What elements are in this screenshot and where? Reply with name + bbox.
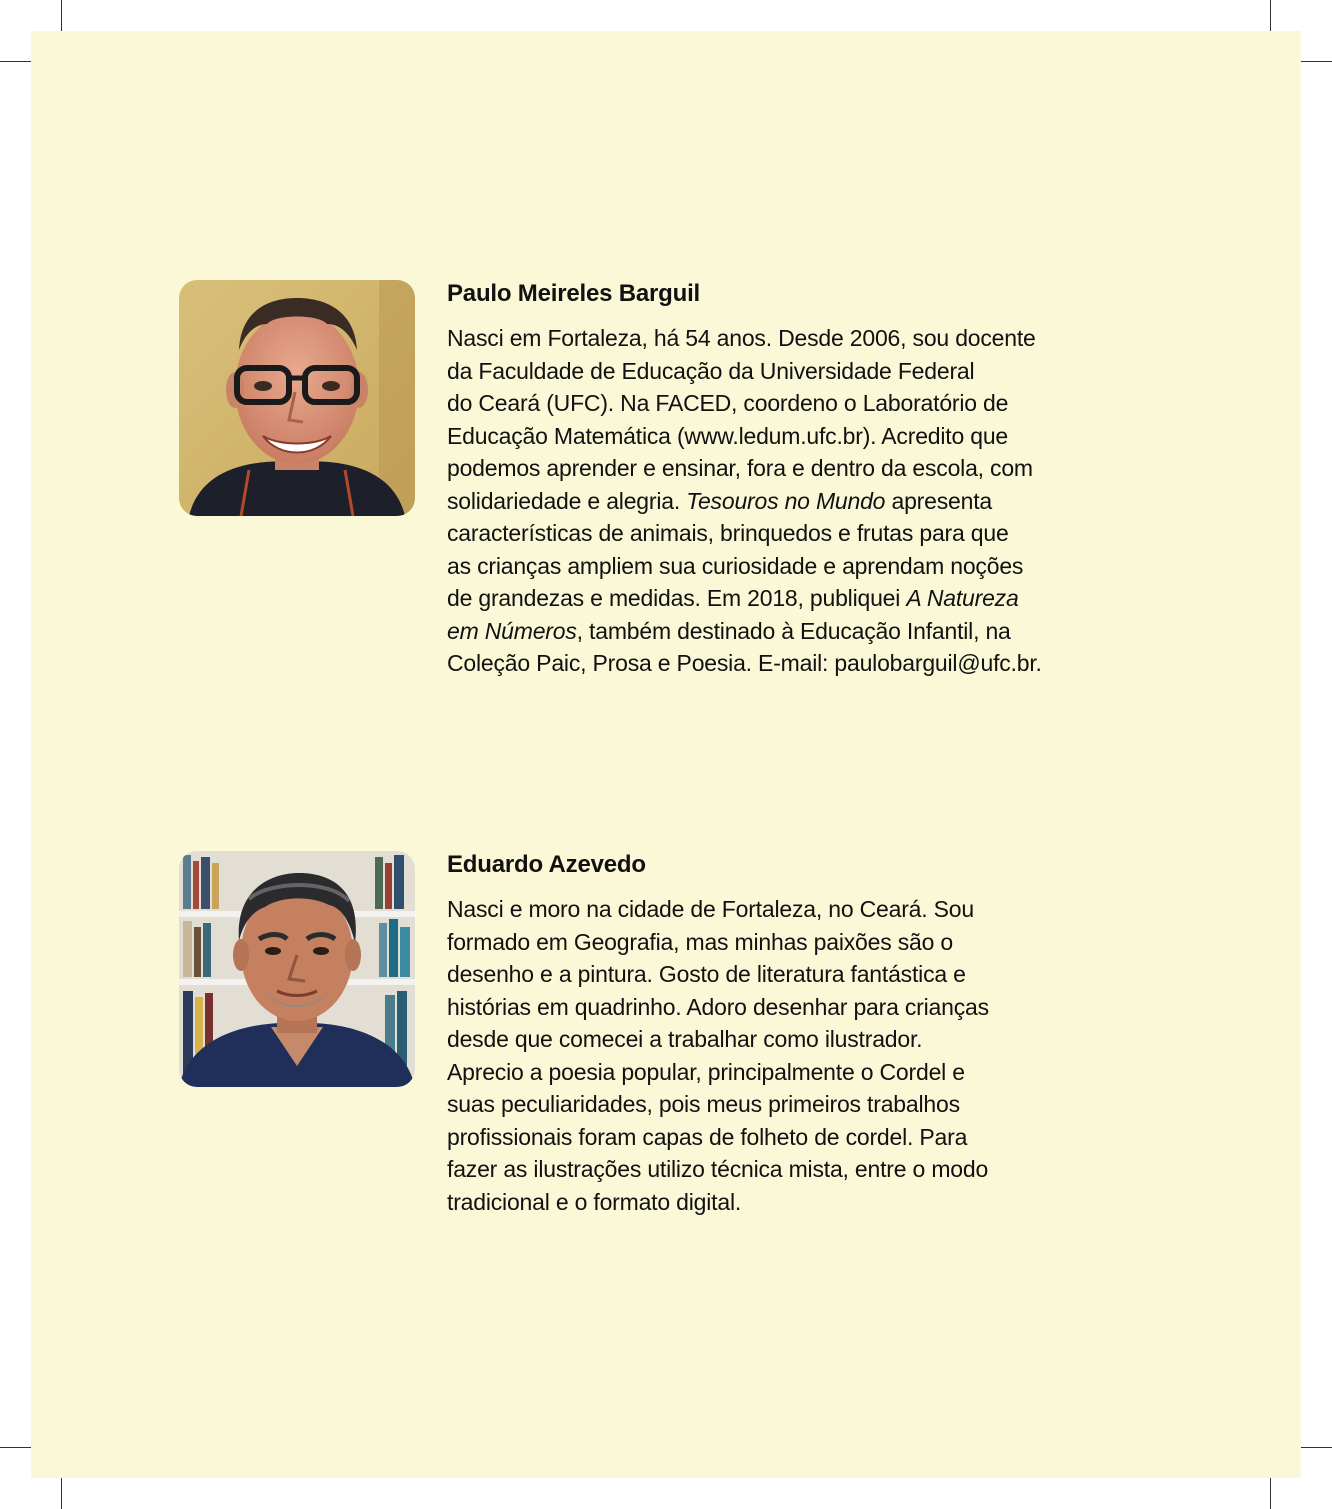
bio-line: Nasci em Fortaleza, há 54 anos. Desde 2006, sou docente bbox=[447, 325, 1036, 351]
bio-line: Aprecio a poesia popular, principalmente o Cordel e bbox=[447, 1058, 965, 1085]
crop-mark-bottom-right-v bbox=[1270, 1478, 1271, 1509]
bio-line bbox=[447, 485, 1107, 518]
crop-mark-top-right-v bbox=[1270, 0, 1271, 31]
bio-line: tradicional e o formato digital. bbox=[447, 1188, 742, 1215]
bio-line: desde que comecei a trabalhar como ilustrador. bbox=[447, 1026, 923, 1052]
bio-line: as crianças ampliem sua curiosidade e aprendam noções bbox=[447, 552, 1024, 579]
author-photo-paulo bbox=[179, 280, 415, 516]
book-title: em Números bbox=[447, 617, 577, 644]
bio-line: suas peculiaridades, pois meus primeiros trabalhos bbox=[447, 1091, 960, 1117]
bio-text: solidariedade e alegria. bbox=[447, 487, 687, 514]
page bbox=[31, 31, 1301, 1478]
crop-mark-bottom-left-v bbox=[61, 1478, 62, 1509]
bio-line: características de animais, brinquedos e frutas para que bbox=[447, 520, 1009, 546]
book-title: A Natureza bbox=[906, 585, 1019, 611]
bio-text: , também destinado à Educação Infantil, na bbox=[576, 617, 1011, 644]
bio-line bbox=[447, 582, 1107, 615]
author-name: Paulo Meireles Barguil bbox=[447, 280, 701, 307]
author-photo-eduardo bbox=[179, 851, 415, 1087]
bio-line: desenho e a pintura. Gosto de literatura fantástica e bbox=[447, 961, 966, 987]
bio-line: profissionais foram capas de folheto de cordel. Para bbox=[447, 1123, 968, 1150]
bio-line: Educação Matemática (www.ledum.ufc.br). Acredito que bbox=[447, 422, 1009, 449]
author-bio bbox=[447, 893, 1107, 1218]
book-title: Tesouros no Mundo bbox=[686, 487, 886, 514]
author-name: Eduardo Azevedo bbox=[447, 851, 646, 878]
bio-line: podemos aprender e ensinar, fora e dentro da escola, com bbox=[447, 455, 1033, 481]
bio-text: de grandezas e medidas. Em 2018, publiquei bbox=[447, 585, 907, 611]
crop-mark-top-left-h bbox=[0, 61, 31, 62]
bio-line: Nasci e moro na cidade de Fortaleza, no Ceará. Sou bbox=[447, 896, 974, 922]
bio-line: histórias em quadrinho. Adoro desenhar para crianças bbox=[447, 993, 989, 1020]
crop-mark-bottom-left-h bbox=[0, 1447, 31, 1448]
bio-line: fazer as ilustrações utilizo técnica mista, entre o modo bbox=[447, 1156, 989, 1182]
bio-text: apresenta bbox=[885, 487, 992, 514]
bio-line: Coleção Paic, Prosa e Poesia. E-mail: paulobarguil@ufc.br. bbox=[447, 650, 1042, 676]
bio-line: formado em Geografia, mas minhas paixões são o bbox=[447, 928, 953, 955]
bio-line: do Ceará (UFC). Na FACED, coordeno o Laboratório de bbox=[447, 390, 1009, 416]
bio-line bbox=[447, 615, 1107, 648]
crop-mark-bottom-right-h bbox=[1301, 1447, 1332, 1448]
author-text-paulo bbox=[447, 280, 1107, 680]
crop-mark-top-left-v bbox=[61, 0, 62, 31]
bio-line: da Faculdade de Educação da Universidade Federal bbox=[447, 357, 975, 384]
author-text-eduardo bbox=[447, 851, 1107, 1218]
author-bio bbox=[447, 322, 1107, 680]
crop-mark-top-right-h bbox=[1301, 61, 1332, 62]
